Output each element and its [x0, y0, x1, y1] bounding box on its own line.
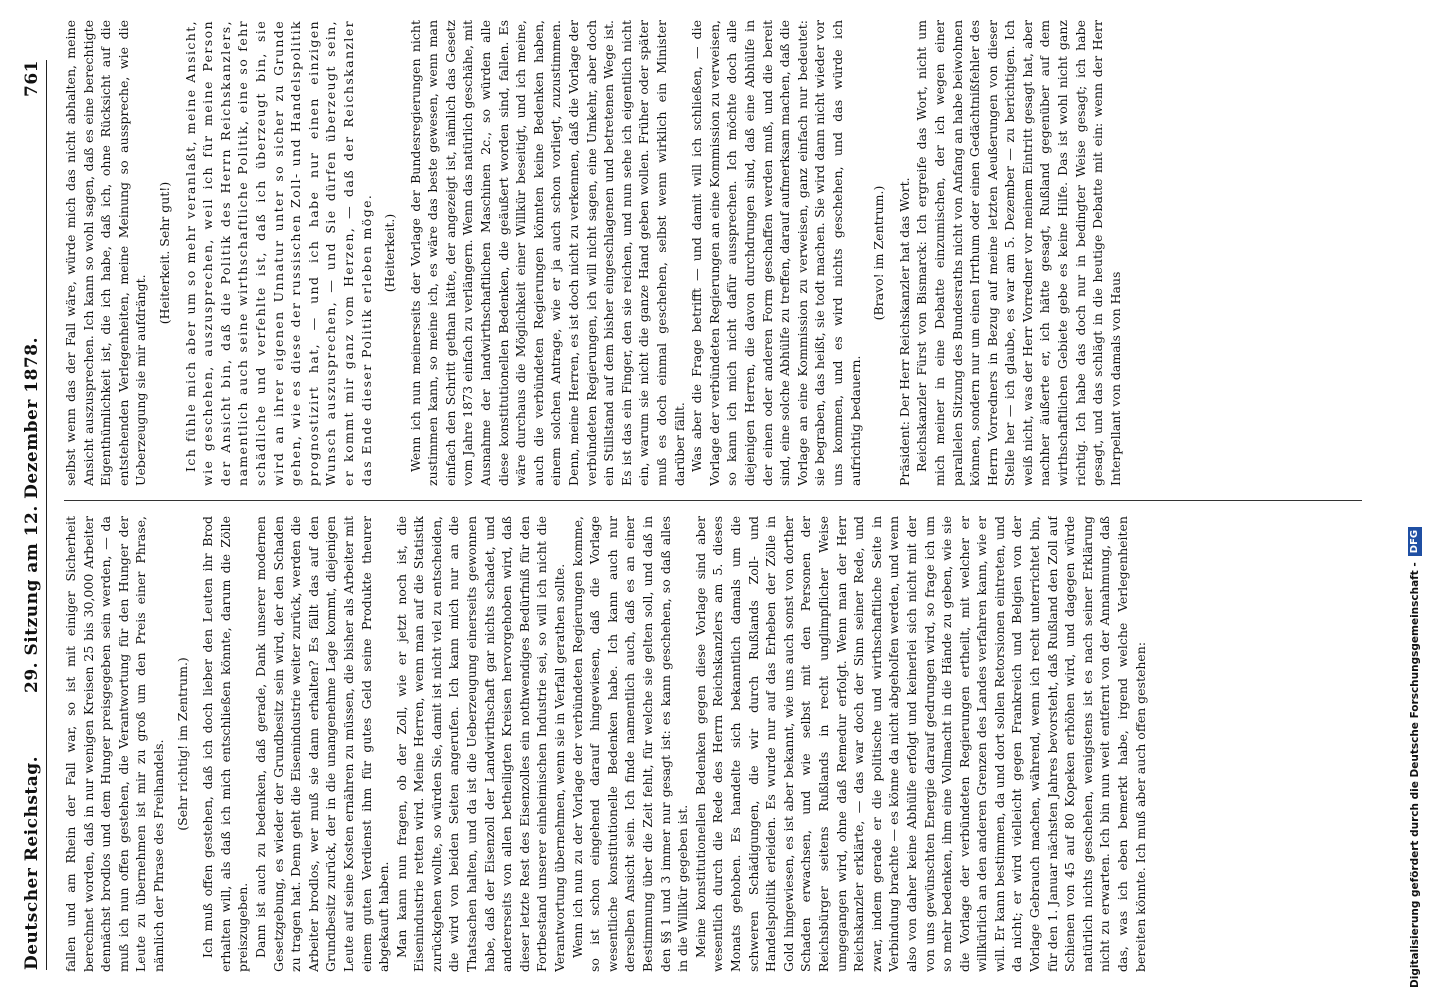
text-column-right [62, 20, 1362, 486]
page-header [22, 60, 44, 970]
right-column-paragraph: Was aber die Frage betrifft — und damit will ich schließen, — die Vorlage der verbündeten Regierungen an eine Kommission zu verweisen, so kann ich mich nicht dafür aussprechen. Ich möchte doch alle diejenigen Herren, die davon durchdrungen sind, daß eine Abhülfe in der einen oder anderen Form geschaffen werden muß, und die bereit sind, eine solche Abhülfe zu treffen, darauf aufmerksam machen, daß die Vorlage an eine Kommission zu verweisen, ganz einfach nur bedeutet: sie begraben, das heißt, sie todt machen. Sie wird dann nicht wieder vor uns kommen, und es wird nichts geschehen, und das würde ich aufrichtig bedauern. [689, 20, 863, 486]
right-column-paragraph: Präsident: Der Herr Reichskanzler hat das Wort. [896, 177, 912, 486]
dfg-credit-text: Digitalisierung gefördert durch die Deutsche Forschungsgemeinschaft - [1409, 562, 1421, 988]
right-column-paragraph: Ich fühle mich aber um so mehr veranlaßt, meine Ansicht, wie geschehen, auszusprechen, weil ich für meine Person der Ansicht bin, daß die Politik des Herrn Reichskanzlers, namentlich auch seine wirthschaftliche Politik, eine so fehr schädliche und verfehlte ist, daß ich überzeugt bin, sie wird an ihrer eigenen Unnatur unter so sicher zu Grunde gehen, wie es diese der russischen Zoll- und Handelspolitik prognostizirt hat, — und ich habe nur einen einzigen Wunsch auszusprechen, — und Sie dürfen überzeugt sein, er kommt mir ganz vom Herzen, — daß der Reichskanzler das Ende dieser Politik erleben möge. [182, 20, 374, 486]
header-session: 29. Sitzung am 12. Dezember 1878. [22, 337, 42, 694]
right-column-interjection: (Bravo! im Zentrum.) [871, 185, 887, 321]
right-column-paragraph: Wenn ich nun meinerseits der Vorlage der Bundesregierungen nicht zustimmen kann, so meine ich, es wäre das beste gewesen, wenn man einfach den Schritt gethan hätte, der angezeigt ist, nämlich das Gesetz vom Jahre 1873 einfach zu verlängern. Wenn das natürlich geschähe, mit Ausnahme der landwirthschaftlichen Maschinen 2c., so würden alle diese konstitutionellen Bedenken, die geäußert worden sind, fallen. Es wäre durchaus die Möglichkeit einer Willkür beseitigt, und ich meine, auch die verbündeten Regierungen könnten keine Bedenken haben, einem solchen Antrage, wie er ja auch schon vorliegt, zuzustimmen. Denn, meine Herren, es ist doch nicht zu verkennen, daß die Vorlage der verbündeten Regierungen, ich will nicht sagen, eine Umkehr, aber doch ein Stillstand auf dem bisher eingeschlagenen und betretenen Wege ist. Es ist das ein Finger, den sie reichen, und nun sehe ich eigentlich nicht ein, warum sie nicht die ganze Hand geben wollen. Früher oder später muß es doch einmal geschehen, selbst wenn wirklich ein Minister darüber fällt. [407, 20, 687, 486]
dfg-logo: DFG [1408, 527, 1422, 556]
text-column-left [62, 516, 1362, 972]
left-column-paragraph: Wenn ich nun zu der Vorlage der verbündeten Regierungen komme, so ist schon eingehend darauf hingewiesen, daß die Vorlage wesentliche konstitutionelle Bedenken habe. Ich kann auch nur derselben Ansicht sein. Ich finde namentlich auch, daß es an einer Bestimmung über die Zeit fehlt, für welche sie gelten soll, und daß in den §§ 1 und 3 immer nur gesagt ist: es kann geschehen, so daß alles in die Willkür gegeben ist. [569, 516, 691, 972]
page-number: 761 [22, 60, 42, 97]
right-column-paragraph: selbst wenn das der Fall wäre, würde mich das nicht abhalten, meine Ansicht auszusprechen. Ich kann so wohl sagen, daß es eine berechtigte Eigenthümlichkeit ist, die ich habe, daß ich, ohne Rücksicht auf die entstehenden Verlegenheiten, meine Meinung so ausspreche, wie die Ueberzeugung sie mir aufdrängt. [63, 20, 149, 486]
left-column-paragraph: fallen und am Rhein der Fall war, so ist mit einiger Sicherheit berechnet worden, daß in nur wenigen Kreisen 25 bis 30,000 Arbeiter dennächst brodlos und dem Hunger preisgegeben sein werden, — da muß ich nun offen gestehen, die Verantwortung für den Hunger der Leute zu übernehmen ist mir zu groß um den Preis einer Phrase, nämlich der Phrase des Freihandels. [63, 516, 166, 972]
left-column-paragraph: Ich muß offen gestehen, daß ich doch lieber den Leuten ihr Brod erhalten will, als daß ich mich entschließen könnte, darum die Zölle preiszugeben. [200, 516, 251, 972]
left-column-paragraph: Dann ist auch zu bedenken, daß gerade, Dank unserer modernen Gesetzgebung, es wieder der Grundbesitz sein wird, der den Schaden zu tragen hat. Denn geht die Eisenindustrie weiter zurück, werden die Arbeiter brodlos, wer muß sie dann erhalten? Es fällt das auf den Grundbesitz zurück, der in die unangenehme Lage kommt, diejenigen Leute auf seine Kosten ernähren zu müssen, die bisher als Arbeiter mit einem guten Verdienst ihm für gutes Geld seine Produkte theurer abgekauft haben. [252, 516, 392, 972]
column-divider [64, 500, 1362, 501]
left-column-paragraph: Man kann nun fragen, ob der Zoll, wie er jetzt noch ist, die Eisenindustrie retten wird. Meine Herren, wenn man auf die Statistik zurückgehen wollte, so würden Sie, damit ist nicht viel zu entscheiden, die wird von beiden Seiten angerufen. Ich kann mich nur an die Thatsachen halten, und da ist die Ueberzeugung einerseits gewonnen habe, daß der Eisenzoll der Landwirthschaft gar nichts schadet, und andererseits von allen betheiligten Kreisen hervorgehoben wird, daß dieser letzte Rest des Eisenzolles ein nothwendiges Bedürfniß für den Fortbestand unserer einheimischen Industrie sei, so will ich nicht die Verantwortung übernehmen, wenn sie in Verfall gerathen sollte. [393, 516, 568, 972]
right-column-paragraph: Reichskanzler Fürst von Bismarck: Ich ergreife das Wort, nicht um mich meiner in eine Debatte einzumischen, der ich wegen einer parallelen Sitzung des Bundesraths nicht von Anfang an habe beiwohnen können, sondern nur um einen Irrthum oder einen Gedächtnißfehler des Herrn Vorredners in Bezug auf meine letzten Aeußerungen von dieser Stelle her — ich glaube, es war am 5. Dezember — zu berichtigen. Ich weiß nicht, was der Herr Vorredner vor meinem Eintritt gesagt hat, aber nachher äußerte er, ich hätte gesagt, Rußland gegenüber auf dem wirthschaftlichen Gebiete gebe es keine Hilfe. Das ist wohl nicht ganz richtig. Ich habe das doch nur in bedingter Weise gesagt; ich habe gesagt, und das schlägt in die heutige Debatte mit ein: wenn der Herr Interpellant von damals von Haus [914, 20, 1123, 486]
dfg-sidebar [1402, 8, 1428, 988]
right-column-interjection: (Heiterkeit.) [382, 213, 398, 293]
right-column-interjection: (Heiterkeit. Sehr gut!) [156, 181, 172, 325]
left-column-paragraph: Meine konstitutionellen Bedenken gegen diese Vorlage sind aber wesentlich durch die Rede des Herrn Reichskanzlers am 5. dieses Monats gehoben. Es handelte sich bekanntlich damals um die schweren Schädigungen, die wir durch Rußlands Zoll- und Handelspolitik erleiden. Es wurde nur auf das Erheben der Zölle in Gold hingewiesen, es ist aber bekannt, wie uns auch sonst von dorther Schaden erwachsen, und wie selbst mit den Personen der Reichsbürger seitens Rußlands in recht unglimpflicher Weise umgegangen wird, ohne daß Remedur erfolgt. Wenn man der Herr Reichskanzler erklärte, — das war doch der Sinn seiner Rede, und zwar, indem gerade er die politische und wirthschaftliche Seite in Verbindung brachte — es könne da nicht abgeholfen werden, und wenn also von daher keine Abhülfe erfolgt und keinerlei sich nicht mit der von uns gewünschten Energie darauf gedrungen wird, so frage ich um so mehr bedenken, ihm eine Vollmacht in die Hände zu geben, wie sie die Vorlage der verbündeten Regierungen ertheilt, mit welcher er willkürlich an den anderen Grenzen des Landes verfahren kann, wie er will. Er kann bestimmen, da und dort sollen Retorsionen eintreten, und da nicht; er wird vielleicht gegen Frankreich und Belgien von der Vorlage Gebrauch machen, während, wenn ich recht unterrichtet bin, für den 1. Januar nächsten Jahres bevorsteht, daß Rußland den Zoll auf Schienen von 45 auf 80 Kopeken erhöhen wird, und dagegen würde natürlich nichts geschehen, wenigstens ist es nach seiner Erklärung nicht zu erwarten. Ich bin nun weit entfernt von der Annahmung, daß das, was ich eben bemerkt habe, irgend welche Verlegenheiten bereiten könnte. Ich muß aber auch offen gestehen: [692, 516, 1148, 972]
header-title: Deutscher Reichstag. [22, 755, 42, 970]
header-rule [46, 60, 47, 970]
left-column-interjection: (Sehr richtig! im Zentrum.) [174, 657, 190, 831]
